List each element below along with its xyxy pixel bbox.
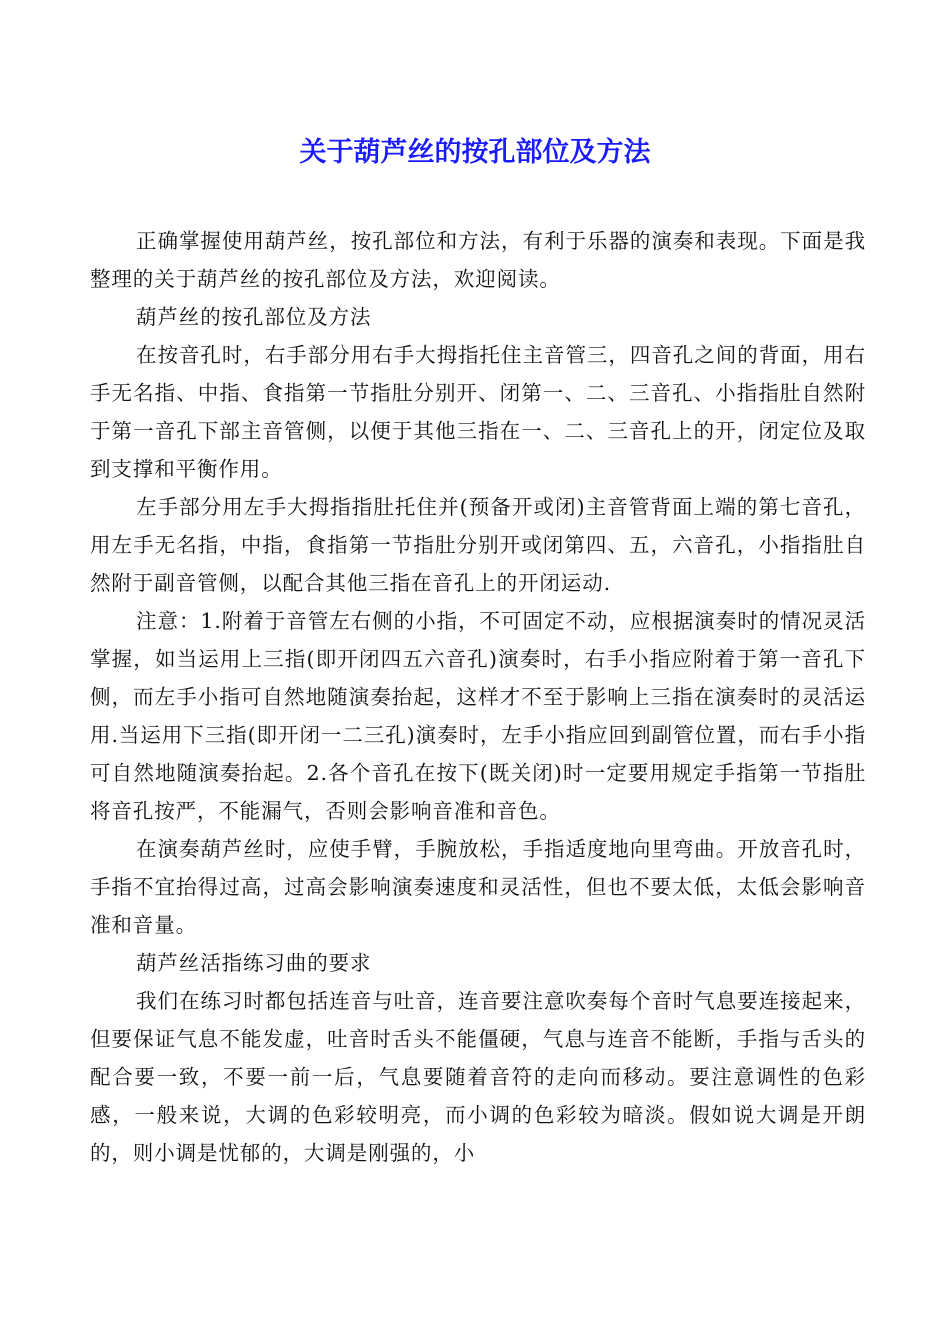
document-title: 关于葫芦丝的按孔部位及方法 — [299, 137, 651, 168]
section-heading-fingering: 葫芦丝的按孔部位及方法 — [136, 305, 372, 329]
paragraph-exercises: 我们在练习时都包括连音与吐音，连音要注意吹奏每个音时气息要连接起来，但要保证气息不能发虚，吐音时舌头不能僵硬，气息与连音不能断，手指与舌头的配合要一致，不要一前一后，气息要随着音符的走向而移动。要注意调性的色彩感，一般来说，大调的色彩较明亮，而小调的色彩较为暗淡。假如说大调是开朗的，则小调是忧郁的，大调是刚强的，小 — [90, 989, 866, 1165]
paragraph-right-hand: 在按音孔时，右手部分用右手大拇指托住主音管三，四音孔之间的背面，用右手无名指、中指、食指第一节指肚分别开、闭第一、二、三音孔、小指指肚自然附于第一音孔下部主音管侧，以便于其他三指在一、二、三音孔上的开，闭定位及取到支撑和平衡作用。 — [90, 343, 866, 481]
paragraph-left-hand: 左手部分用左手大拇指指肚托住并(预备开或闭)主音管背面上端的第七音孔，用左手无名指，中指，食指第一节指肚分别开或闭第四、五，六音孔，小指指肚自然附于副音管侧，以配合其他三指在音孔上的开闭运动. — [90, 495, 866, 595]
paragraph-relaxation: 在演奏葫芦丝时，应使手臂，手腕放松，手指适度地向里弯曲。开放音孔时，手指不宜抬得过高，过高会影响演奏速度和灵活性，但也不要太低，太低会影响音准和音量。 — [90, 837, 866, 937]
paragraph-intro: 正确掌握使用葫芦丝，按孔部位和方法，有利于乐器的演奏和表现。下面是我整理的关于葫芦丝的按孔部位及方法，欢迎阅读。 — [90, 229, 866, 291]
section-heading-exercises: 葫芦丝活指练习曲的要求 — [136, 951, 372, 975]
document-body — [90, 222, 866, 1172]
paragraph-notes: 注意：1.附着于音管左右侧的小指，不可固定不动，应根据演奏时的情况灵活掌握，如当运用上三指(即开闭四五六音孔)演奏时，右手小指应附着于第一音孔下侧，而左手小指可自然地随演奏抬起，这样才不至于影响上三指在演奏时的灵活运用.当运用下三指(即开闭一二三孔)演奏时，左手小指应回到副管位置，而右手小指可自然地随演奏抬起。2.各个音孔在按下(既关闭)时一定要用规定手指第一节指肚将音孔按严，不能漏气，否则会影响音准和音色。 — [90, 609, 866, 823]
